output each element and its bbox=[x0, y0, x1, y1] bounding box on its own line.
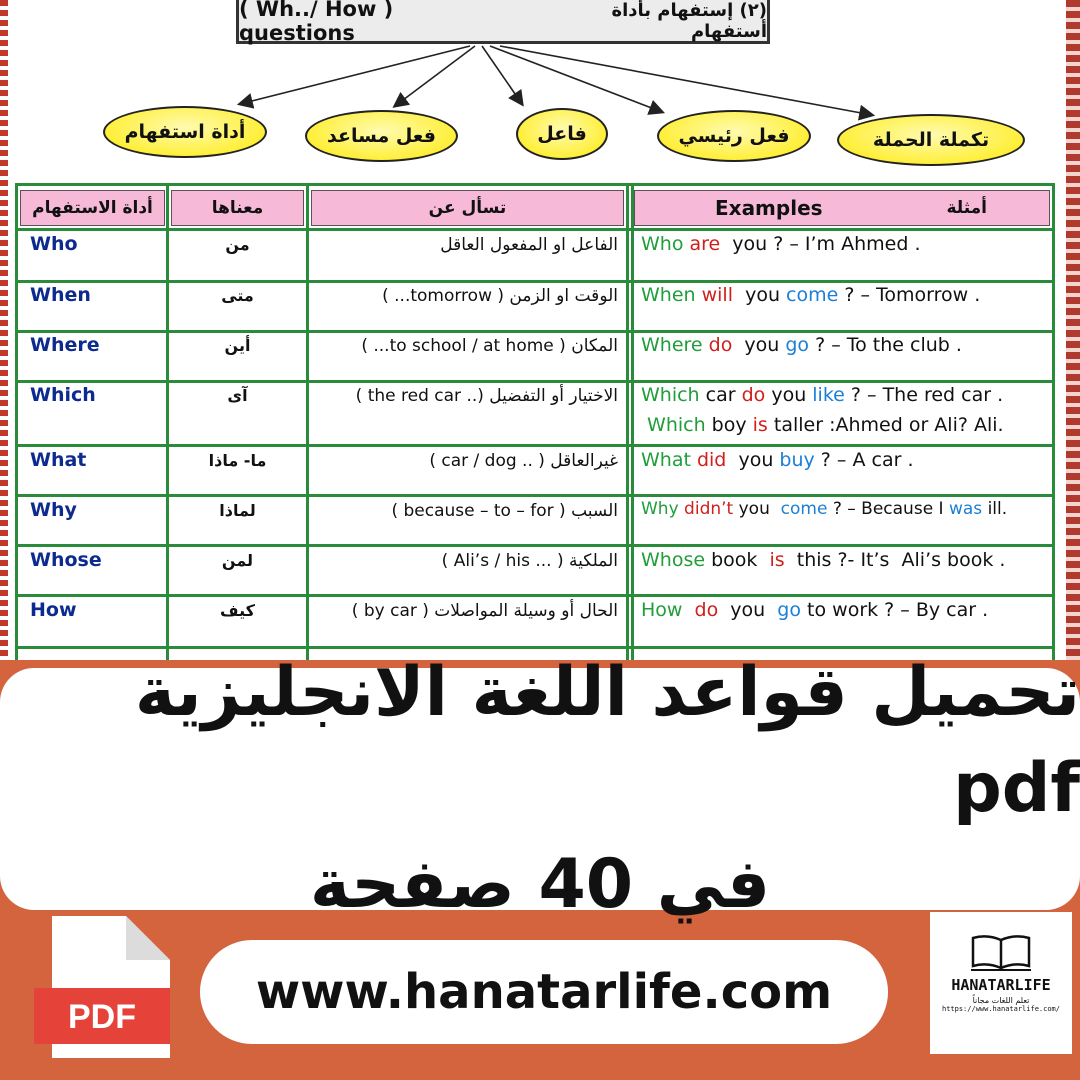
example-word: Where bbox=[641, 334, 703, 356]
example-word: you bbox=[738, 499, 776, 519]
example-word: you bbox=[765, 384, 813, 406]
question-meaning: من bbox=[225, 235, 250, 254]
example-word: boy bbox=[705, 414, 753, 436]
example-word: do bbox=[702, 334, 739, 356]
example-sentence bbox=[641, 599, 988, 621]
question-word: Whose bbox=[30, 549, 102, 571]
example-word: do bbox=[682, 599, 725, 621]
example-word: book bbox=[705, 549, 764, 571]
example-word: Who bbox=[641, 233, 684, 255]
example-word: Which bbox=[641, 384, 700, 406]
example-sentence bbox=[641, 499, 1007, 519]
example-word: did bbox=[690, 449, 733, 471]
example-sentence bbox=[641, 549, 1005, 571]
open-book-icon bbox=[969, 932, 1033, 972]
example-word: you bbox=[739, 284, 787, 306]
question-word: Which bbox=[30, 384, 96, 406]
example-sentence bbox=[641, 449, 914, 471]
hanatarlife-logo bbox=[930, 912, 1072, 1054]
asks-about: غيرالعاقل ( .. car / dog ) bbox=[429, 451, 618, 471]
example-sentence bbox=[641, 384, 1003, 406]
example-word: Whose bbox=[641, 549, 706, 571]
example-word: to work ? – By car . bbox=[801, 599, 989, 621]
question-word: What bbox=[30, 449, 87, 471]
question-meaning: أين bbox=[224, 336, 251, 355]
example-word: ? – The red car . bbox=[844, 384, 1004, 406]
example-word: ? – Tomorrow . bbox=[838, 284, 981, 306]
asks-about: الاختيار أو التفضيل (.. the red car ) bbox=[355, 386, 618, 406]
example-sentence bbox=[641, 334, 962, 356]
website-url-text: www.hanatarlife.com bbox=[255, 964, 833, 1020]
example-word: will bbox=[695, 284, 740, 306]
example-sentence bbox=[641, 284, 980, 306]
asks-about: الفاعل او المفعول العاقل bbox=[440, 235, 618, 255]
question-meaning: ما- ماذا bbox=[208, 451, 267, 470]
pdf-label: PDF bbox=[68, 998, 136, 1036]
website-url-link[interactable] bbox=[200, 940, 888, 1044]
example-word: like bbox=[812, 384, 845, 406]
logo-url: https://www.hanatarlife.com/ bbox=[941, 1005, 1060, 1013]
header-examples bbox=[634, 190, 1050, 226]
question-meaning: كيف bbox=[220, 601, 255, 620]
question-meaning: لمن bbox=[221, 551, 254, 570]
asks-about: الوقت او الزمن ( tomorrow... ) bbox=[382, 286, 618, 306]
example-word: taller :Ahmed or Ali? Ali. bbox=[767, 414, 1004, 436]
example-word: you bbox=[732, 449, 780, 471]
asks-about: الملكية ( ... Ali’s / his ) bbox=[441, 551, 618, 571]
example-sentence bbox=[641, 233, 921, 255]
worksheet-title-arabic: (٢) إستفهام بأداة أستفهام bbox=[611, 0, 767, 42]
header-examples-english: Examples bbox=[715, 196, 823, 220]
header-meaning: معناها bbox=[171, 190, 304, 226]
question-word: Where bbox=[30, 334, 100, 356]
example-word: didn’t bbox=[678, 499, 739, 519]
logo-brand-name: HANATARLIFE bbox=[951, 976, 1051, 994]
question-meaning: متى bbox=[221, 286, 254, 305]
headline-line-1: تحميل قواعد اللغة الانجليزية pdf bbox=[134, 653, 1080, 828]
asks-about: الحال أو وسيلة المواصلات ( by car ) bbox=[351, 601, 618, 621]
asks-about: المكان ( to school / at home... ) bbox=[361, 336, 618, 356]
worksheet-title-english: ( Wh../ How ) questions bbox=[239, 0, 394, 45]
example-word: come bbox=[786, 284, 839, 306]
example-word: is bbox=[752, 414, 768, 436]
header-examples-arabic: أمثلة bbox=[946, 198, 987, 218]
example-word: How bbox=[641, 599, 683, 621]
structure-oval-auxiliary-verb: فعل مساعد bbox=[305, 110, 458, 162]
example-word: are bbox=[683, 233, 727, 255]
promo-headline bbox=[0, 653, 1080, 924]
example-word: What bbox=[641, 449, 691, 471]
structure-oval-completion: تكملة الحملة bbox=[837, 114, 1025, 166]
pdf-file-icon bbox=[30, 912, 178, 1062]
headline-line-2: في 40 صفحة bbox=[309, 845, 771, 924]
example-word: was bbox=[948, 499, 983, 519]
question-word: How bbox=[30, 599, 77, 621]
example-word: buy bbox=[779, 449, 815, 471]
example-word: ? – Because I bbox=[827, 499, 949, 519]
example-word: Why bbox=[641, 499, 679, 519]
structure-oval-subject: فاعل bbox=[516, 108, 608, 160]
example-word: Which bbox=[641, 414, 706, 436]
example-sentence bbox=[641, 414, 1004, 436]
structure-oval-main-verb: فعل رئيسي bbox=[657, 110, 811, 162]
example-word: you ? – I’m Ahmed . bbox=[726, 233, 921, 255]
example-word: is bbox=[763, 549, 791, 571]
header-asks-about: تسأل عن bbox=[311, 190, 624, 226]
asks-about: السبب ( because – to – for ) bbox=[391, 501, 618, 521]
example-word: this ?- It’s bbox=[790, 549, 896, 571]
example-word: ? – To the club . bbox=[809, 334, 962, 356]
question-word: When bbox=[30, 284, 91, 306]
logo-tagline: تعلم اللغات مجاناً bbox=[972, 996, 1030, 1005]
structure-oval-question-word: أداة استفهام bbox=[103, 106, 267, 158]
example-word: do bbox=[741, 384, 766, 406]
example-word: come bbox=[775, 499, 828, 519]
example-word: car bbox=[699, 384, 742, 406]
question-meaning: آى bbox=[227, 386, 248, 405]
example-word: ? – A car . bbox=[814, 449, 914, 471]
example-word: ill. bbox=[982, 499, 1008, 519]
question-word: Why bbox=[30, 499, 77, 521]
question-meaning: لماذا bbox=[219, 501, 256, 520]
question-word: Who bbox=[30, 233, 78, 255]
example-word: When bbox=[641, 284, 696, 306]
example-word: go bbox=[785, 334, 810, 356]
example-word: you bbox=[738, 334, 786, 356]
example-word: go bbox=[771, 599, 801, 621]
header-question-tool: أداة الاستفهام bbox=[20, 190, 165, 226]
example-word: Ali’s book . bbox=[895, 549, 1006, 571]
example-word: you bbox=[724, 599, 772, 621]
